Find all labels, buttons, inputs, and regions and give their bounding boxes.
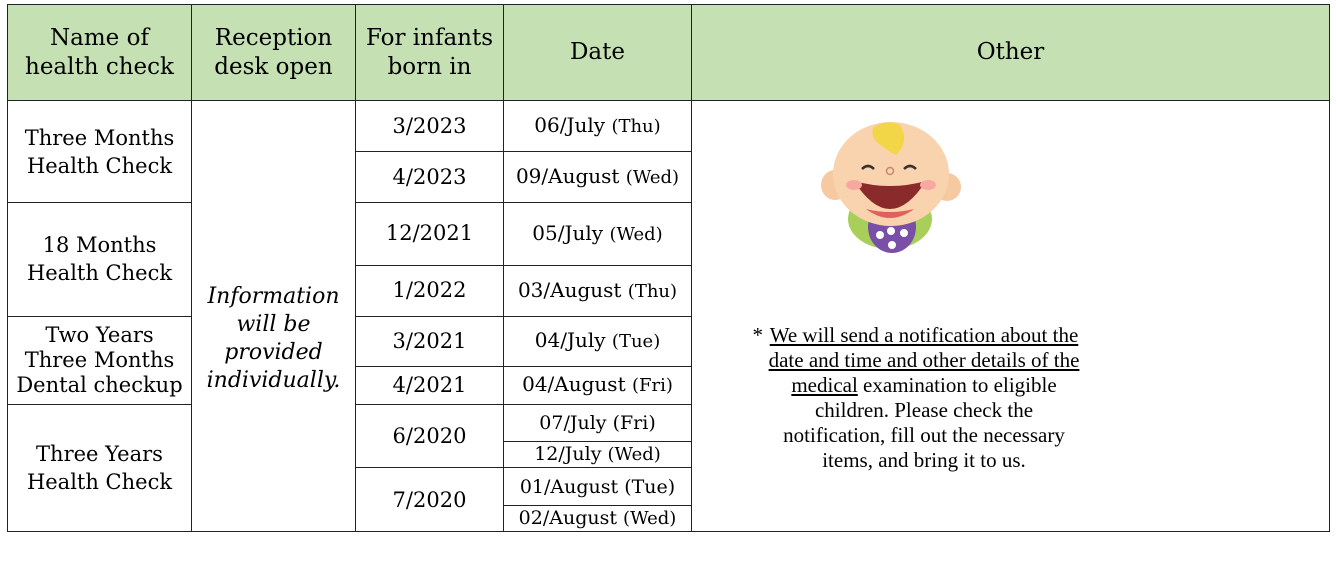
header-reception — [192, 5, 356, 101]
date-text: 06/July — [534, 113, 606, 137]
check-name-line: Health Check — [26, 261, 173, 286]
notification-note — [702, 323, 1122, 473]
day-of-week: (Tue) — [624, 475, 676, 498]
date-text: 04/August — [522, 372, 626, 396]
born-cell: 3/2023 — [356, 101, 504, 152]
date-cell — [504, 442, 692, 468]
other-info — [692, 101, 1330, 532]
note-text: items, and bring it to us. — [822, 448, 1026, 472]
date-cell — [504, 203, 692, 266]
header-name-line2: health check — [25, 53, 174, 80]
date-text: 07/July — [539, 411, 607, 434]
header-born — [356, 5, 504, 101]
date-text: 01/August — [519, 475, 619, 498]
check-name-line: Three Months — [24, 347, 175, 372]
check-name-line: Health Check — [26, 153, 173, 178]
header-reception-line2: desk open — [214, 53, 333, 80]
day-of-week: (Tue) — [611, 331, 661, 353]
date-cell — [504, 316, 692, 366]
day-of-week: (Thu) — [627, 280, 678, 302]
check-name-line: Three Months — [24, 125, 175, 150]
check-name-three-months — [8, 101, 192, 203]
check-name-three-years — [8, 404, 192, 532]
reception-line: individually. — [206, 368, 341, 393]
date-text: 03/August — [517, 277, 622, 302]
date-cell — [504, 265, 692, 316]
born-cell: 6/2020 — [356, 404, 504, 468]
note-underlined-line: date and time and other details of the — [768, 348, 1080, 372]
born-cell: 4/2023 — [356, 152, 504, 203]
date-cell — [504, 366, 692, 404]
note-text: children. Please check the — [814, 398, 1034, 422]
header-row — [8, 5, 1330, 101]
day-of-week: (Fri) — [612, 411, 656, 434]
reception-line: will be — [236, 312, 311, 337]
reception-line: Information — [207, 284, 340, 309]
date-cell — [504, 152, 692, 203]
header-date: Date — [504, 5, 692, 101]
check-name-line: 18 Months — [42, 233, 157, 258]
day-of-week: (Wed) — [607, 444, 661, 466]
date-cell — [504, 101, 692, 152]
born-cell: 12/2021 — [356, 203, 504, 266]
check-name-line: Three Years — [36, 441, 163, 466]
header-name-line1: Name of — [50, 24, 149, 51]
date-text: 04/July — [534, 328, 606, 353]
born-cell: 7/2020 — [356, 468, 504, 532]
day-of-week: (Thu) — [611, 116, 661, 137]
date-cell — [504, 404, 692, 442]
check-name-line: Dental checkup — [16, 372, 183, 397]
note-underlined-line: We will send a notification about the — [769, 323, 1079, 347]
check-name-18-months — [8, 203, 192, 317]
reception-info — [192, 101, 356, 532]
check-name-line: Health Check — [26, 469, 173, 494]
date-cell — [504, 506, 692, 532]
check-name-dental — [8, 316, 192, 404]
note-text: notification, fill out the necessary — [783, 423, 1065, 447]
header-other: Other — [692, 5, 1330, 101]
note-asterisk: * — [752, 323, 763, 347]
reception-line: provided — [224, 340, 323, 365]
day-of-week: (Fri) — [631, 375, 673, 396]
date-cell — [504, 468, 692, 506]
check-name-line: Two Years — [45, 322, 154, 347]
header-born-line2: born in — [387, 53, 472, 80]
born-cell: 3/2021 — [356, 316, 504, 366]
day-of-week: (Wed) — [625, 167, 680, 188]
date-text: 05/July — [532, 220, 604, 245]
day-of-week: (Wed) — [609, 223, 663, 245]
header-born-line1: For infants — [365, 24, 494, 51]
day-of-week: (Wed) — [623, 508, 677, 529]
born-cell: 4/2021 — [356, 366, 504, 404]
born-cell: 1/2022 — [356, 265, 504, 316]
note-text: examination to eligible — [857, 373, 1057, 397]
date-text: 12/July — [534, 443, 602, 466]
baby-icon — [792, 119, 967, 269]
note-underlined-line: medical — [791, 373, 858, 397]
header-name — [8, 5, 192, 101]
health-check-schedule-table — [7, 4, 1330, 532]
header-reception-line1: Reception — [214, 24, 333, 51]
date-text: 09/August — [515, 164, 620, 188]
table-row — [8, 101, 1330, 152]
date-text: 02/August — [518, 507, 617, 529]
